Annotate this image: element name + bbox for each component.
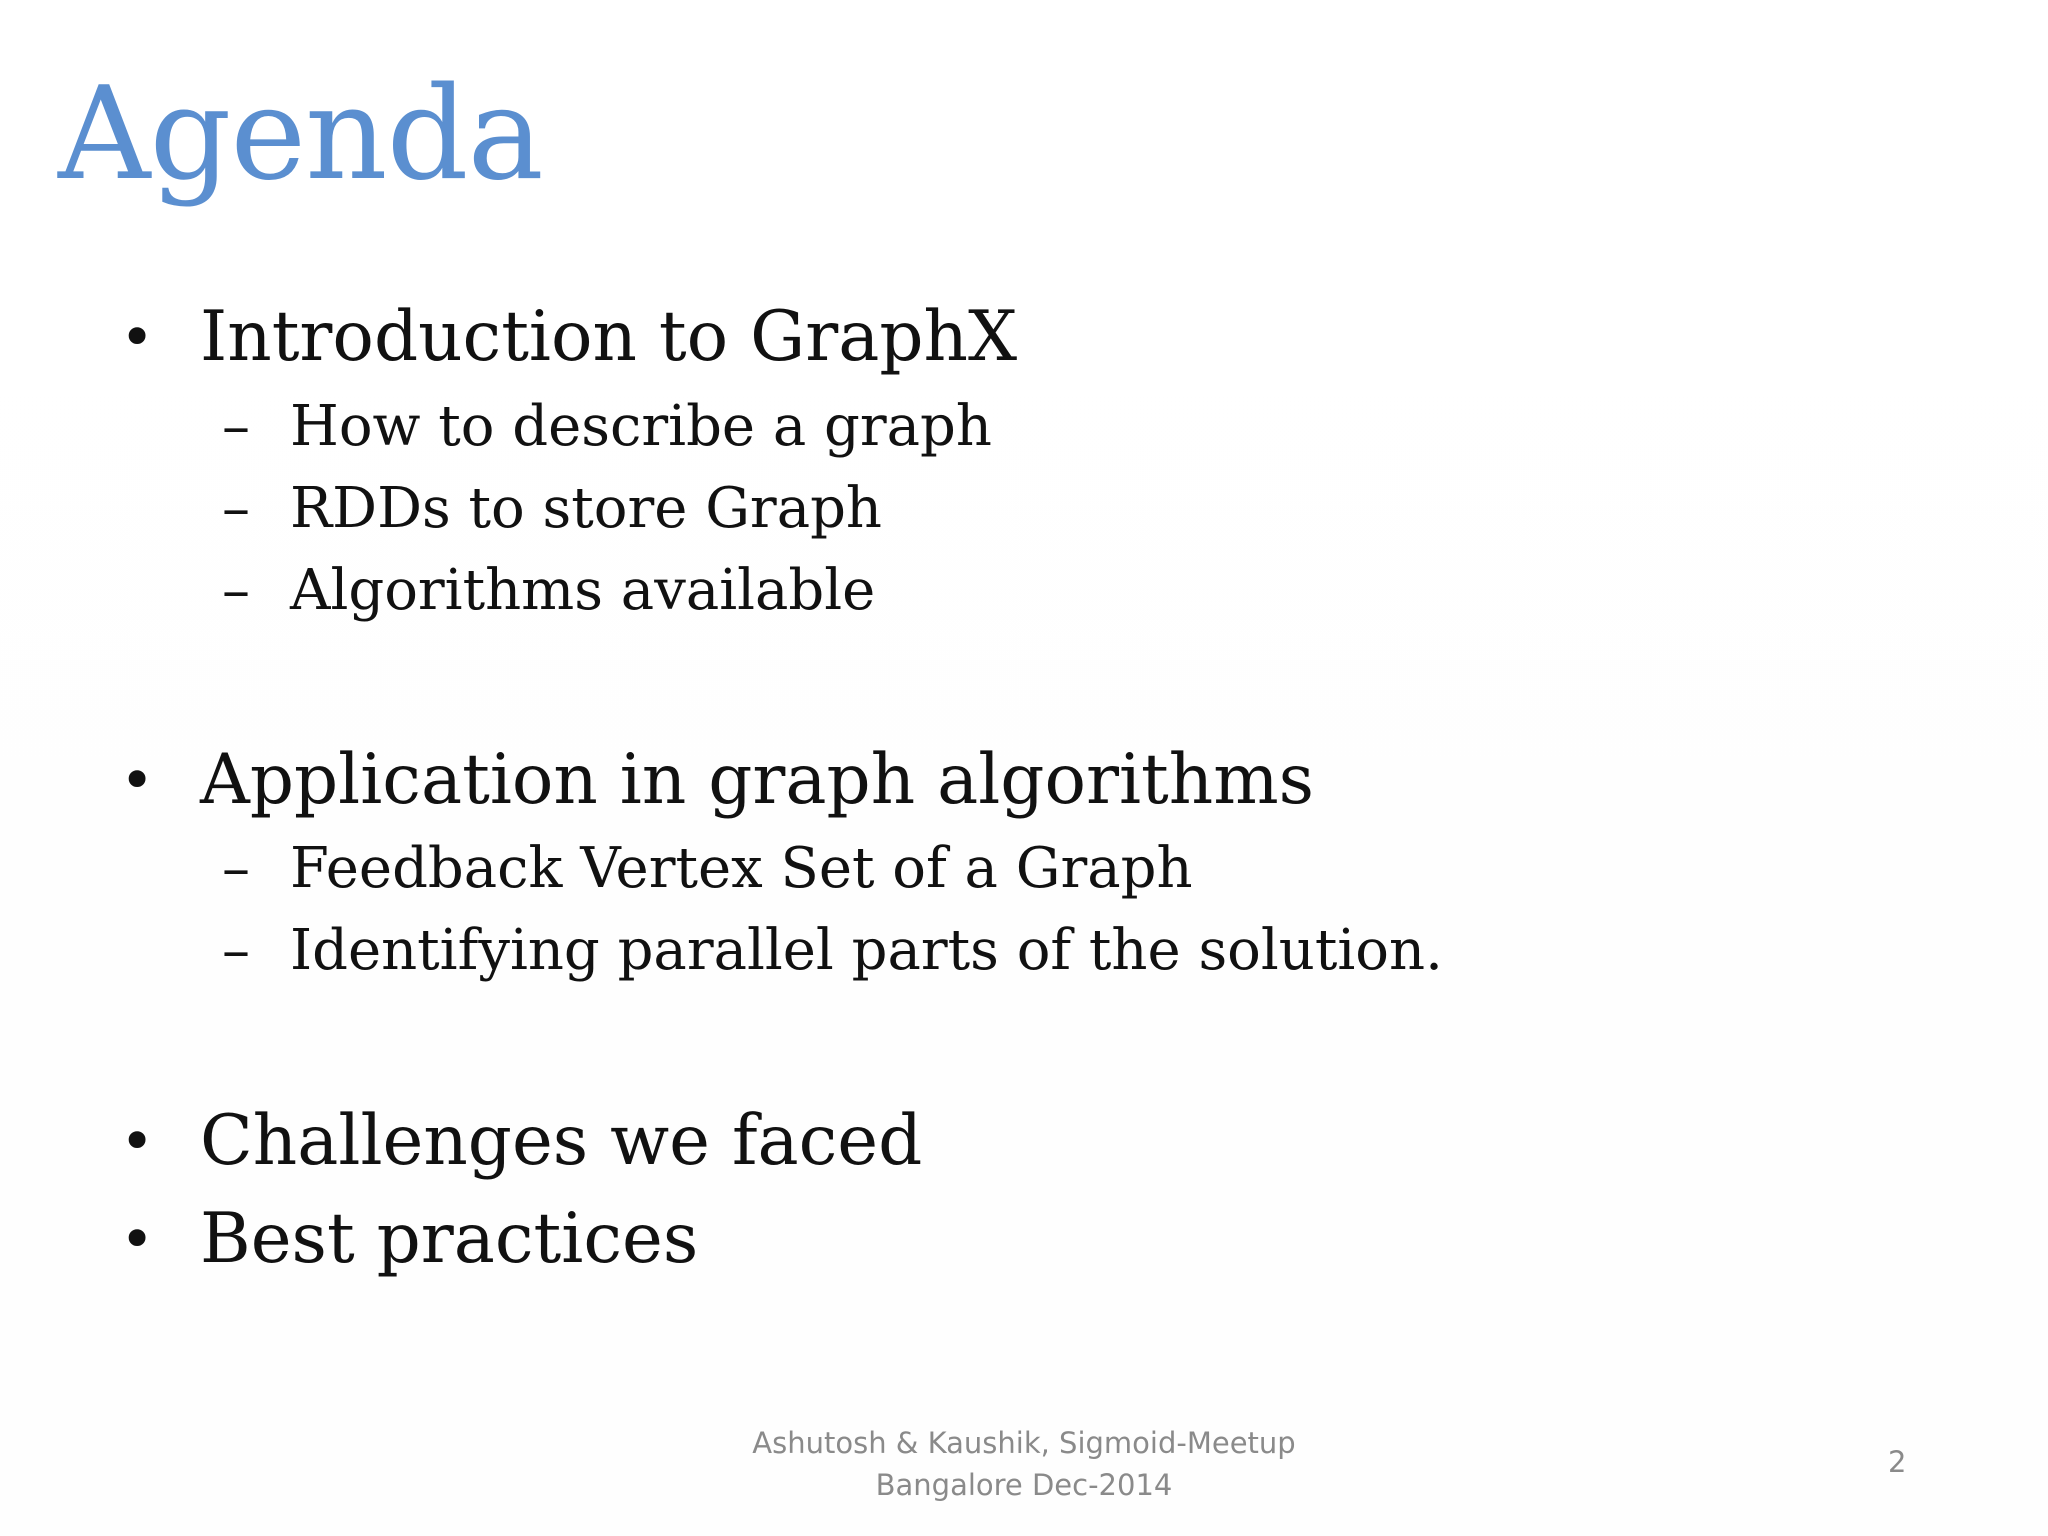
sub-bullet-text: Algorithms available [290,558,876,623]
footer-location-date: Bangalore Dec-2014 [875,1468,1173,1502]
sub-bullet-mark: – [222,836,250,901]
page-number: 2 [1888,1445,1907,1479]
footer-authors: Ashutosh & Kaushik, Sigmoid-Meetup [752,1426,1296,1460]
bullet-text: Challenges we faced [200,1101,923,1181]
slide-title: Agenda [58,60,543,209]
sub-bullet-mark: – [222,394,250,459]
sub-bullet-mark: – [222,918,250,983]
sub-bullet-mark: – [222,476,250,541]
sub-bullet-mark: – [222,558,250,623]
sub-bullet-text: How to describe a graph [290,394,992,459]
bullet-mark: • [120,303,155,371]
bullet-mark: • [120,1107,155,1175]
sub-bullet-text: Identifying parallel parts of the solution. [290,918,1443,983]
sub-bullet-text: Feedback Vertex Set of a Graph [290,836,1193,901]
slide-footer [0,1422,2048,1506]
bullet-text: Application in graph algorithms [200,740,1315,820]
bullet-mark: • [120,1205,155,1273]
bullet-mark: • [120,746,155,814]
bullet-text: Best practices [200,1199,699,1279]
bullet-text: Introduction to GraphX [200,297,1018,377]
sub-bullet-text: RDDs to store Graph [290,476,882,541]
